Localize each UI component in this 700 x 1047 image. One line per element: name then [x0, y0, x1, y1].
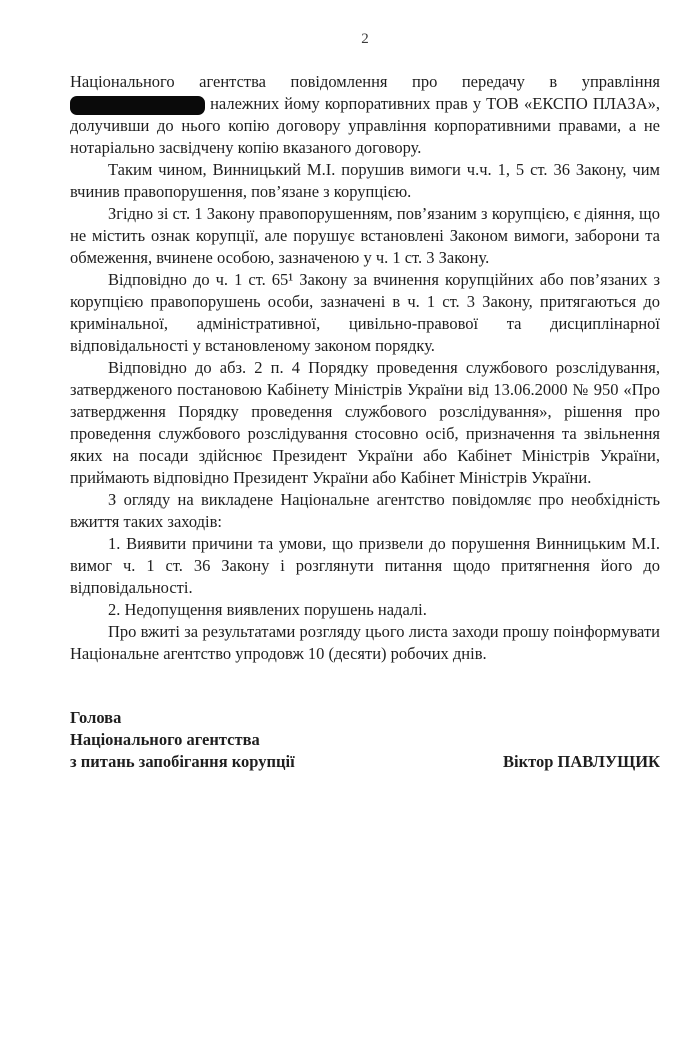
signature-name: Віктор ПАВЛУЩИК — [503, 752, 660, 771]
signature-title-line: Голова — [70, 708, 122, 727]
paragraph: З огляду на викладене Національне агентство повідомляє про необхідність вжиття таких заходів: — [70, 490, 660, 531]
paragraph: Відповідно до абз. 2 п. 4 Порядку проведення службового розслідування, затвердженого постановою Кабінету Міністрів України від 13.06.2000 № 950 «Про затвердження Порядку проведення службового розслідування», рішення про проведення службового розслідування стосовно осіб, призначення та звільнення яких на посади здійснює Президент України або Кабінет Міністрів України, приймають відповідно Президент України або Кабінет Міністрів України. — [70, 358, 660, 487]
page-number: 2 — [361, 31, 369, 47]
paragraph: Згідно зі ст. 1 Закону правопорушенням, пов’язаним з корупцією, є діяння, що не містить ознак корупції, але порушує встановлені Законом вимоги, заборони та обмеження, вчинене особою, зазначеною у ч. 1 ст. 3 Закону. — [70, 204, 660, 267]
signature-title — [70, 707, 295, 773]
signature-title-line: з питань запобігання корупції — [70, 752, 295, 771]
signature-title-line: Національного агентства — [70, 730, 260, 749]
signature-block — [70, 707, 660, 773]
paragraph: Відповідно до ч. 1 ст. 65¹ Закону за вчинення корупційних або пов’язаних з корупцією правопорушень особи, зазначені в ч. 1 ст. 3 Закону, притягаються до кримінальної, адміністративної, цивільно-правової та дисциплінарної відповідальності у встановленому законом порядку. — [70, 270, 660, 355]
paragraph: Таким чином, Винницький М.І. порушив вимоги ч.ч. 1, 5 ст. 36 Закону, чим вчинив правопорушення, пов’язане з корупцією. — [70, 160, 660, 201]
document-body — [70, 71, 660, 665]
paragraph: Про вжиті за результатами розгляду цього листа заходи прошу поінформувати Національне агентство упродовж 10 (десяти) робочих днів. — [70, 622, 660, 663]
content-column — [70, 30, 660, 773]
paragraph: 2. Недопущення виявлених порушень надалі. — [108, 600, 427, 619]
redaction-box — [70, 96, 205, 115]
paragraph: Національного агентства повідомлення про передачу в управління належних йому корпоративних прав у ТОВ «ЕКСПО ПЛАЗА», долучивши до нього копію договору управління корпоративними правами, а не нотаріально засвідчену копію вказаного договору. — [70, 72, 660, 157]
paragraph: 1. Виявити причини та умови, що призвели до порушення Винницьким М.І. вимог ч. 1 ст. 36 Закону і розглянути питання щодо притягнення його до відповідальності. — [70, 534, 660, 597]
